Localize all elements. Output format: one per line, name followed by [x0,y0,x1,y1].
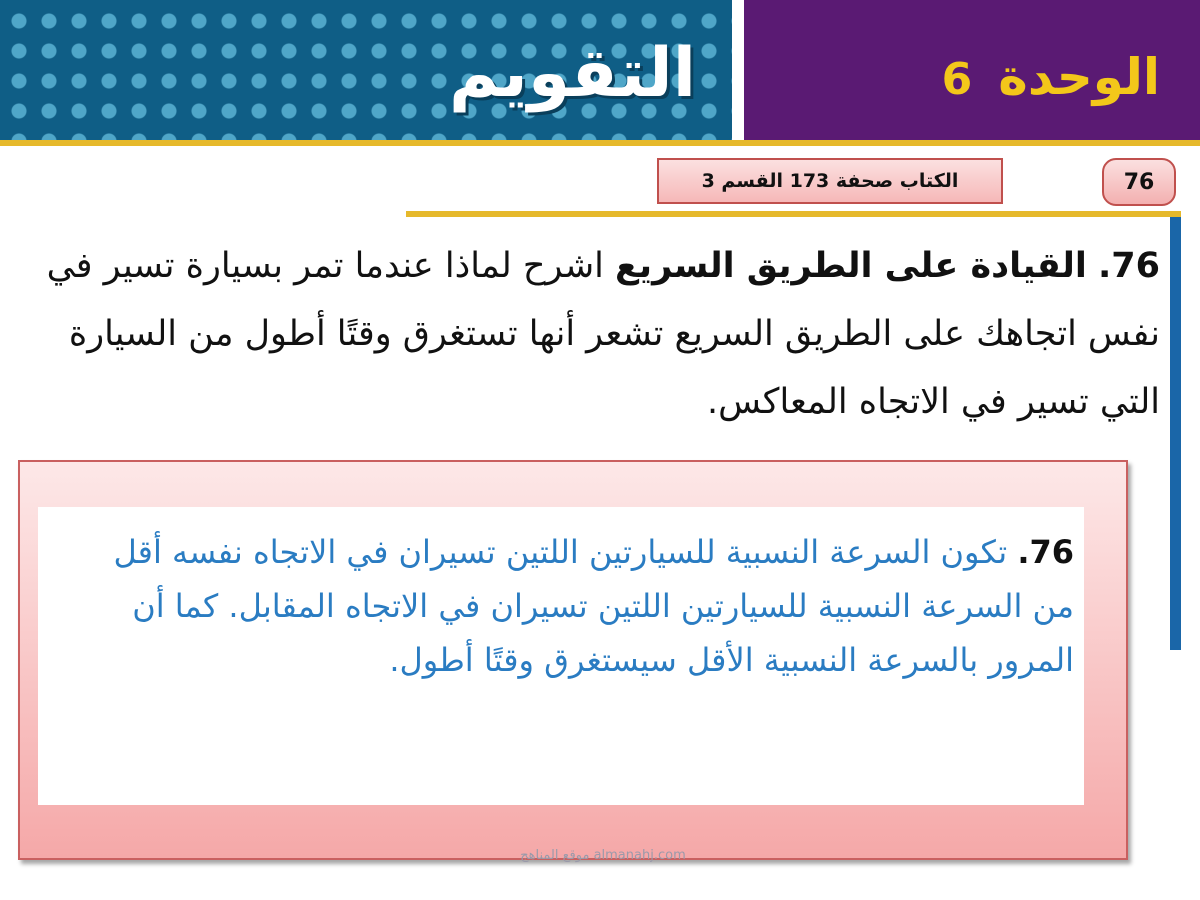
answer-box [18,460,1128,860]
watermark: موقع المناهج almanahj.com [520,848,686,863]
question-number-badge: 76 [1102,158,1176,206]
unit-title [941,48,1160,106]
book-reference-label: الكتاب صحفة 173 القسم 3 [657,158,1003,204]
header-divider [732,0,744,140]
answer-card [38,507,1084,805]
header-banner-left [0,0,732,140]
question-block [0,232,1160,436]
question-title: القيادة على الطريق السريع [615,246,1087,286]
header-underline [0,140,1200,146]
unit-label: الوحدة [998,48,1160,106]
answer-text: تكون السرعة النسبية للسيارتين اللتين تسيران في الاتجاه نفسه أقل من السرعة النسبية للسيارتين اللتين تسيران في الاتجاه المقابل. كما أن المرور بالسرعة النسبية الأقل سيستغرق وقتًا أطول. [113,533,1074,679]
question-text: اشرح لماذا عندما تمر بسيارة تسير في نفس اتجاهك على الطريق السريع تشعر أنها تستغرق وقتًا أطول من السيارة التي تسير في الاتجاه المعاكس. [46,246,1160,422]
section-title: التقويم [448,34,696,113]
question-number: 76. [1097,246,1160,286]
section-rule [406,211,1181,217]
answer-number: 76. [1017,533,1074,571]
header-banner-right [744,0,1200,140]
unit-number: 6 [941,54,973,105]
answer-block [84,525,1074,687]
side-accent-bar [1170,217,1181,650]
